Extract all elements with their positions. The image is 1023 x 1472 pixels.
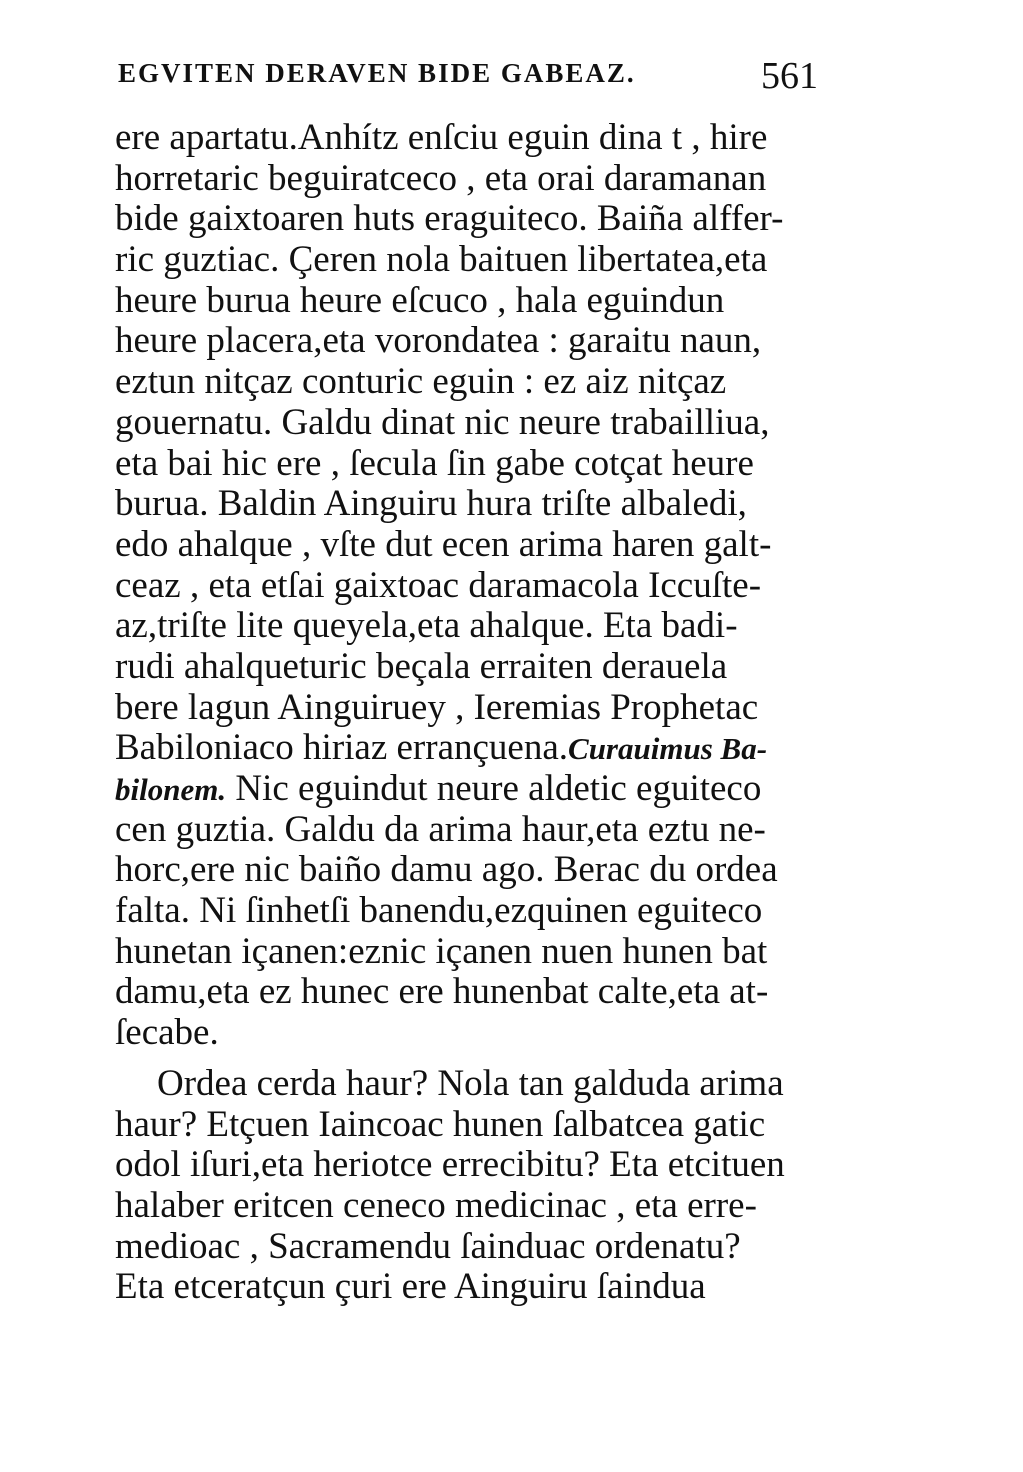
text-line [115, 444, 820, 485]
text-line [115, 1145, 820, 1186]
text-line [115, 932, 820, 973]
text-line [115, 525, 820, 566]
text-line [115, 647, 820, 688]
line-text: Eta etceratçun çuri ere Ainguiru ſaindua [115, 1266, 706, 1308]
text-line [115, 728, 820, 769]
line-text: odol iſuri,eta heriotce errecibitu? Eta etcituen [115, 1144, 785, 1186]
body-text [115, 118, 820, 1308]
text-line [115, 850, 820, 891]
text-line [115, 199, 820, 240]
text-line [115, 1064, 820, 1105]
text-line [115, 281, 820, 322]
page-number: 561 [761, 55, 818, 97]
line-text: ere apartatu.Anhítz enſciu eguin dina t , hire [115, 117, 768, 158]
latin-quote: Curauimus Ba- [568, 731, 768, 767]
text-line [115, 566, 820, 607]
text-line [115, 1013, 820, 1054]
text-line [115, 972, 820, 1013]
line-text: horc,ere nic baiño damu ago. Berac du ordea [115, 849, 778, 891]
line-text: cen guztia. Galdu da arima haur,eta eztu ne- [115, 808, 766, 850]
text-line [115, 606, 820, 647]
text-line [115, 118, 820, 159]
latin-quote: bilonem. [115, 772, 227, 807]
text-line [115, 484, 820, 525]
line-text: rudi ahalqueturic beçala erraiten derauela [115, 645, 728, 687]
line-text: edo ahalque , vſte dut ecen arima haren galt- [115, 523, 772, 565]
line-text: ſecabe. [115, 1012, 219, 1054]
line-text: heure burua heure eſcuco , hala eguindun [115, 279, 725, 321]
text-line [115, 810, 820, 851]
line-text: gouernatu. Galdu dinat nic neure trabailliua, [115, 401, 770, 443]
line-text: ceaz , eta etſai gaixtoac daramacola Iccuſte- [115, 564, 762, 606]
line-text: eta bai hic ere , ſecula ſin gabe cotçat heure [115, 442, 754, 484]
line-text: falta. Ni ſinhetſi banendu,ezquinen eguiteco [115, 890, 763, 932]
line-text: burua. Baldin Ainguiru hura triſte albaledi, [115, 483, 747, 525]
running-head-title: EGVITEN DERAVEN BIDE GABEAZ. [118, 58, 636, 88]
line-text: damu,eta ez hunec ere hunenbat calte,eta at- [115, 971, 769, 1013]
line-text: Ordea cerda haur? Nola tan galduda arima [157, 1062, 784, 1104]
text-line [115, 769, 820, 810]
line-text: az,triſte lite queyela,eta ahalque. Eta badi- [115, 605, 738, 647]
text-line [115, 240, 820, 281]
line-text: bere lagun Ainguiruey , Ieremias Prophetac [115, 686, 759, 728]
line-text: medioac , Sacramendu ſainduac ordenatu? [115, 1225, 741, 1267]
line-text: ric guztiac. Çeren nola baituen libertatea,eta [115, 239, 768, 281]
line-text: Babiloniaco hiriaz errançuena. [115, 727, 569, 769]
text-line [115, 1267, 820, 1308]
text-line [115, 159, 820, 200]
text-line [115, 321, 820, 362]
text-line [115, 1227, 820, 1268]
line-text: horretaric beguiratceco , eta orai daramanan [115, 157, 767, 199]
text-line [115, 362, 820, 403]
text-line [115, 1186, 820, 1227]
text-line [115, 891, 820, 932]
text-line [115, 688, 820, 729]
line-text: hunetan içanen:eznic içanen nuen hunen bat [115, 930, 768, 972]
line-text: eztun nitçaz conturic eguin : ez aiz nitçaz [115, 361, 727, 403]
line-text: halaber eritcen ceneco medicinac , eta erre- [115, 1184, 757, 1226]
running-head [118, 55, 818, 98]
line-text: heure placera,eta vorondatea : garaitu naun, [115, 320, 762, 362]
line-text: Nic eguindut neure aldetic eguiteco [226, 768, 762, 809]
text-line [115, 1105, 820, 1146]
line-text: haur? Etçuen Iaincoac hunen ſalbatcea gatic [115, 1103, 766, 1145]
text-line [115, 403, 820, 444]
line-text: bide gaixtoaren huts eraguiteco. Baiña alffer- [115, 198, 784, 240]
